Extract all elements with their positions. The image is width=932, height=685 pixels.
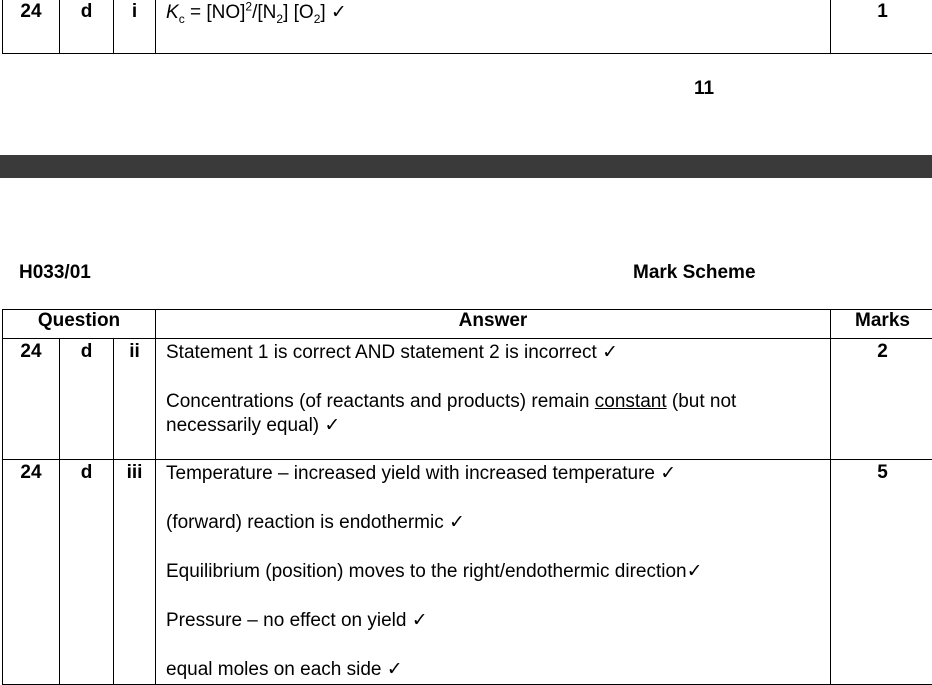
answer-line: (forward) reaction is endothermic ✓ — [166, 511, 822, 535]
answer-line: equal moles on each side ✓ — [166, 658, 822, 682]
table-row — [3, 0, 932, 54]
mark-scheme-table — [2, 309, 932, 685]
document-title: Mark Scheme — [633, 262, 756, 284]
table-row — [3, 339, 932, 460]
header-answer: Answer — [156, 310, 831, 339]
answer-cell — [156, 460, 831, 685]
question-subpart: ii — [114, 339, 156, 460]
question-subpart: iii — [114, 460, 156, 685]
header-marks: Marks — [831, 310, 932, 339]
marks-value: 2 — [831, 339, 932, 460]
answer-line: Pressure – no effect on yield ✓ — [166, 609, 822, 633]
header-question: Question — [3, 310, 156, 339]
question-number: 24 — [3, 339, 60, 460]
previous-page-table — [2, 0, 932, 54]
table-header-row — [3, 310, 932, 339]
marks-value: 5 — [831, 460, 932, 685]
answer-line: Concentrations (of reactants and products) remain constant (but not necessarily equal) ✓ — [166, 390, 822, 438]
answer-line: Equilibrium (position) moves to the right/endothermic direction✓ — [166, 560, 822, 584]
page-separator-band — [0, 155, 932, 178]
question-part: d — [60, 339, 114, 460]
answer-line: Statement 1 is correct AND statement 2 is incorrect ✓ — [166, 341, 822, 365]
question-part: d — [60, 460, 114, 685]
equation: $K_c = [NO]^2/[N_2]$ $[O_2]$ ✓ — [166, 2, 347, 23]
question-subpart: i — [114, 0, 156, 54]
answer-cell — [156, 0, 831, 54]
document-code: H033/01 — [19, 262, 91, 284]
table-row — [3, 460, 932, 685]
question-number: 24 — [3, 0, 60, 54]
question-number: 24 — [3, 460, 60, 685]
question-part: d — [60, 0, 114, 54]
page-number: 11 — [694, 78, 714, 100]
answer-line: Temperature – increased yield with increased temperature ✓ — [166, 462, 822, 486]
marks-value: 1 — [831, 0, 932, 54]
answer-cell — [156, 339, 831, 460]
